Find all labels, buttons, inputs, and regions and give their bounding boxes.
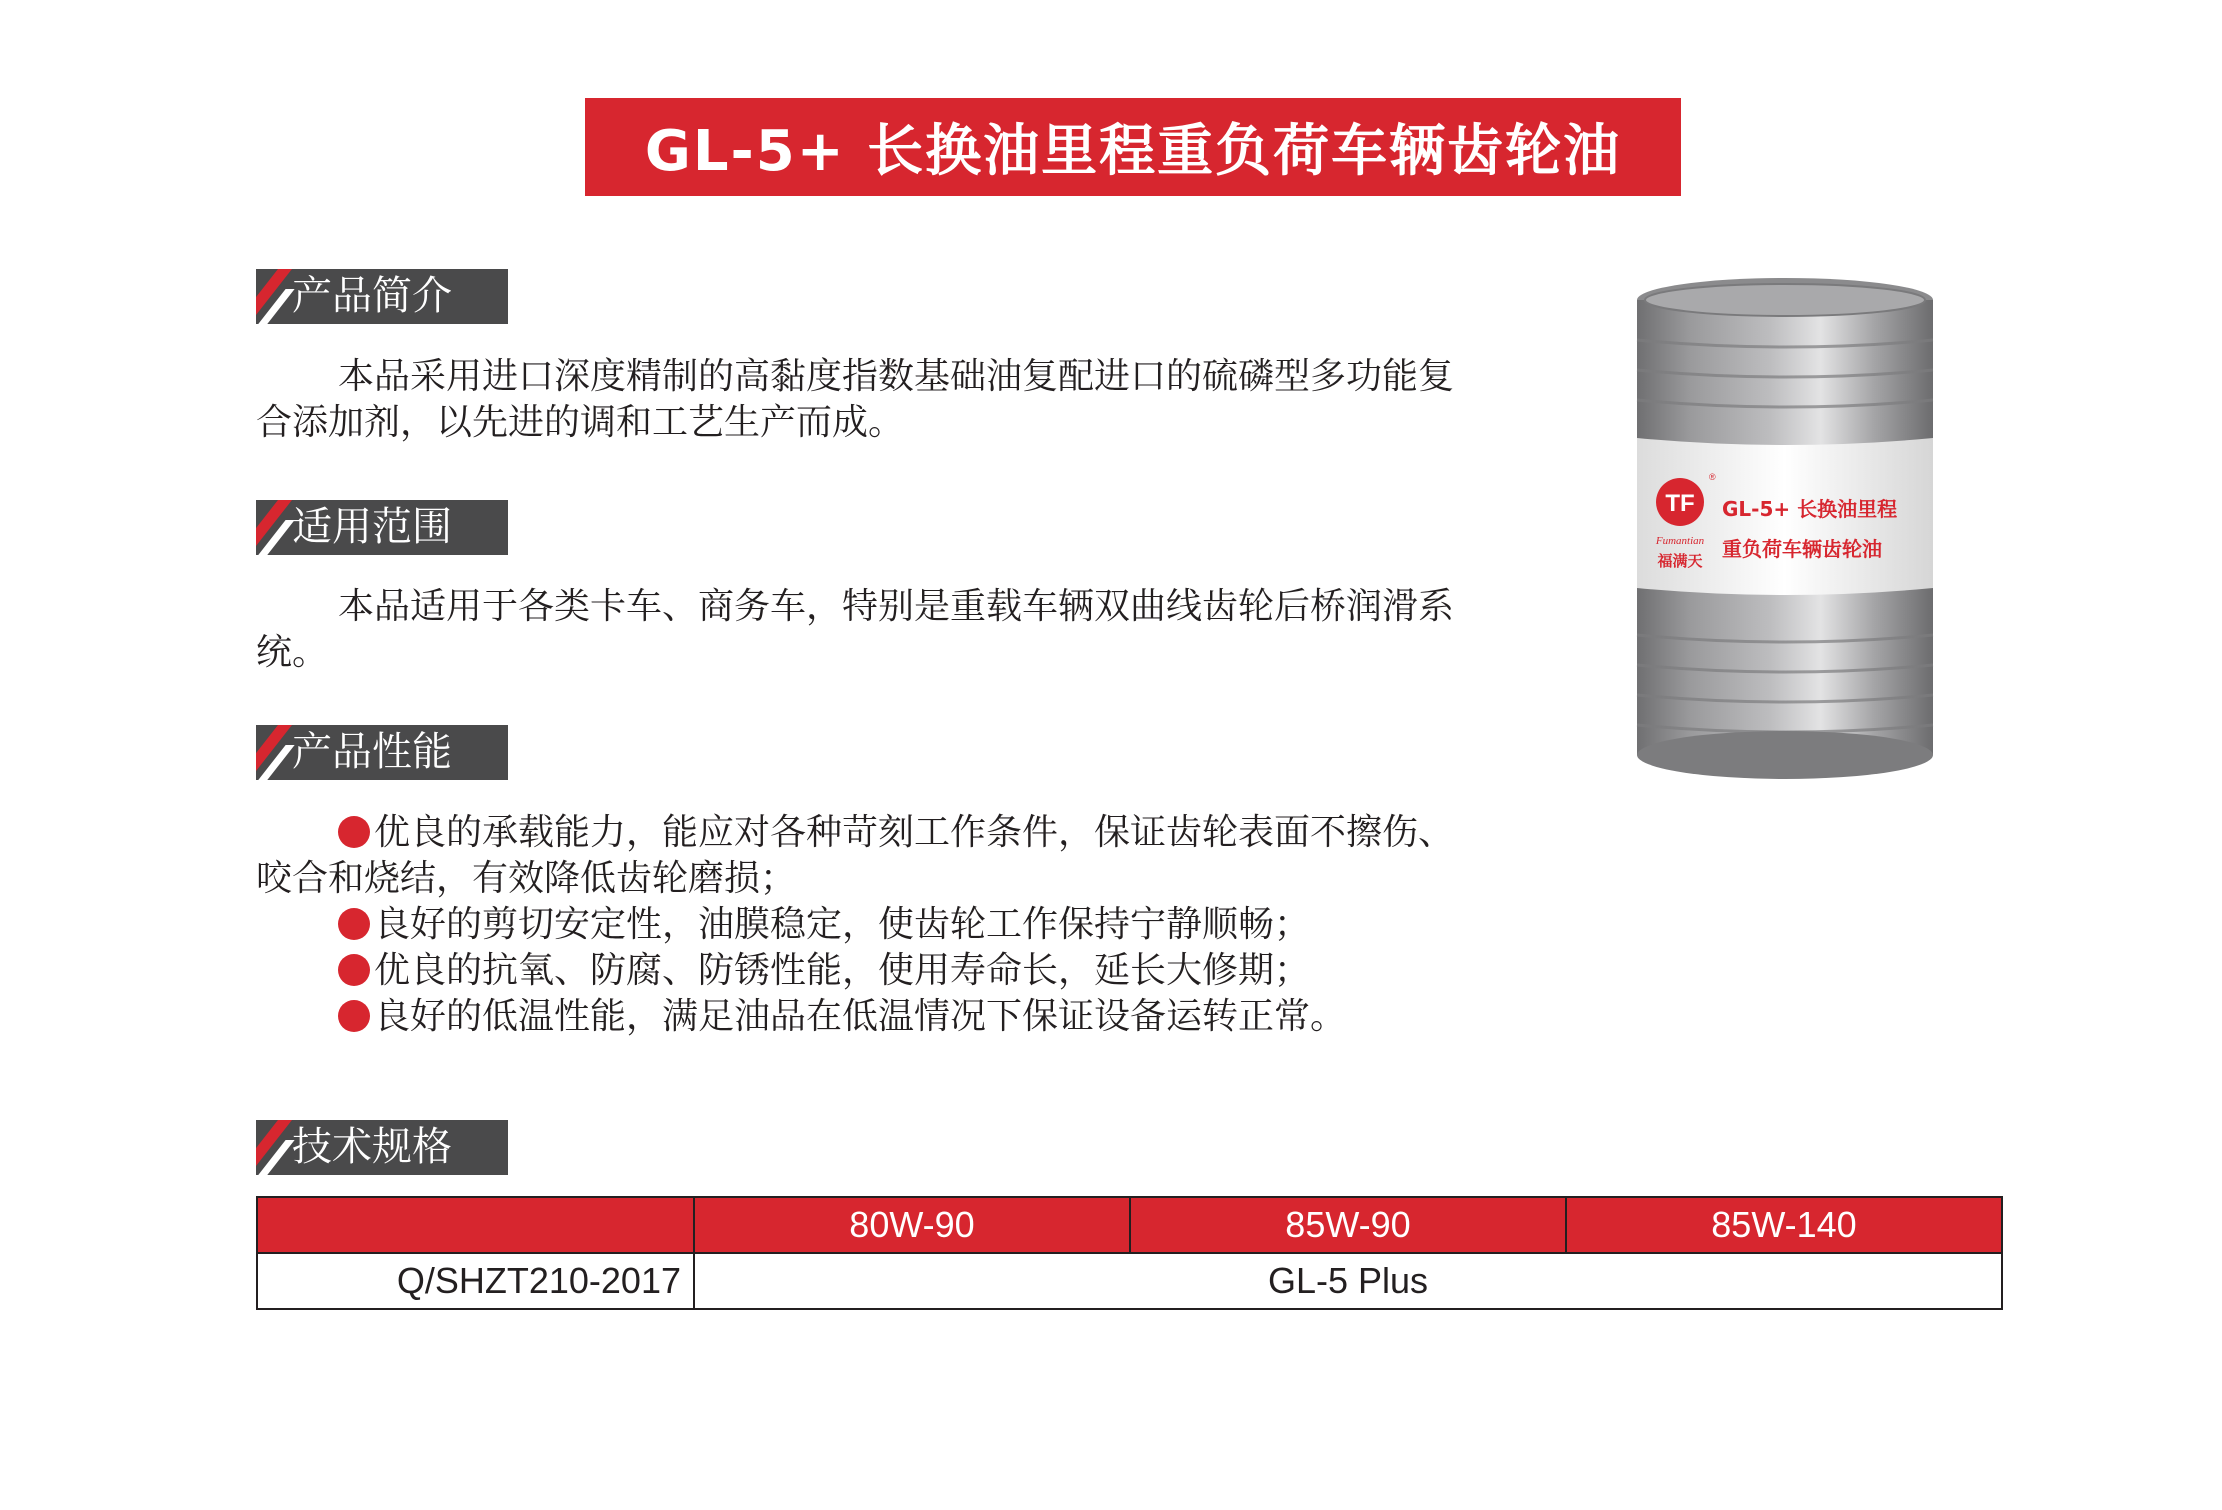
spec-header-cell: 85W-90 bbox=[1130, 1197, 1566, 1253]
brand-logo-text: TF bbox=[1665, 490, 1695, 517]
spec-grade-cell: GL-5 Plus bbox=[694, 1253, 2002, 1309]
table-row bbox=[257, 1253, 2002, 1309]
spec-header-cell bbox=[257, 1197, 694, 1253]
registered-mark: ® bbox=[1709, 472, 1716, 482]
product-barrel-image bbox=[1630, 270, 1940, 790]
barrel-bottom bbox=[1637, 731, 1933, 779]
list-item: 优良的抗氧、防腐、防锈性能，使用寿命长，延长大修期； bbox=[256, 948, 1476, 994]
section-heading-intro-label: 产品简介 bbox=[292, 273, 452, 319]
spec-table bbox=[256, 1196, 2003, 1310]
intro-text: 本品采用进口深度精制的高黏度指数基础油复配进口的硫磷型多功能复合添加剂，以先进的调和工艺生产而成。 bbox=[256, 356, 1455, 443]
spec-standard-cell: Q/SHZT210-2017 bbox=[257, 1253, 694, 1309]
spec-header-cell: 80W-90 bbox=[694, 1197, 1130, 1253]
bullet-dot-icon bbox=[338, 954, 370, 986]
brand-name-cn: 福满天 bbox=[1657, 552, 1703, 570]
brand-name-en: Fumantian bbox=[1655, 535, 1705, 547]
section-heading-spec-label: 技术规格 bbox=[292, 1124, 452, 1170]
spec-table-header-row bbox=[257, 1197, 2002, 1253]
list-item: 优良的承载能力，能应对各种苛刻工作条件，保证齿轮表面不擦伤、咬合和烧结，有效降低齿轮磨损； bbox=[256, 812, 1455, 899]
intro-paragraph bbox=[256, 354, 1476, 446]
barrel-label-line1: GL-5+ 长换油里程 bbox=[1722, 497, 1898, 521]
scope-text: 本品适用于各类卡车、商务车，特别是重载车辆双曲线齿轮后桥润滑系统。 bbox=[256, 586, 1455, 673]
page-title: GL-5+ 长换油里程重负荷车辆齿轮油 bbox=[585, 98, 1681, 196]
list-item: 良好的低温性能，满足油品在低温情况下保证设备运转正常。 bbox=[256, 994, 1476, 1040]
section-heading-scope-label: 适用范围 bbox=[292, 504, 452, 550]
section-heading-scope bbox=[256, 500, 508, 555]
bullet-dot-icon bbox=[338, 816, 370, 848]
performance-list bbox=[256, 810, 1476, 1040]
barrel-label-line2: 重负荷车辆齿轮油 bbox=[1722, 537, 1882, 561]
bullet-dot-icon bbox=[338, 1000, 370, 1032]
section-heading-spec bbox=[256, 1120, 508, 1175]
scope-paragraph bbox=[256, 584, 1476, 676]
section-heading-intro bbox=[256, 269, 508, 324]
section-heading-performance-label: 产品性能 bbox=[292, 729, 452, 775]
section-heading-performance bbox=[256, 725, 508, 780]
spec-header-cell: 85W-140 bbox=[1566, 1197, 2002, 1253]
list-item: 良好的剪切安定性，油膜稳定，使齿轮工作保持宁静顺畅； bbox=[256, 902, 1476, 948]
bullet-dot-icon bbox=[338, 908, 370, 940]
